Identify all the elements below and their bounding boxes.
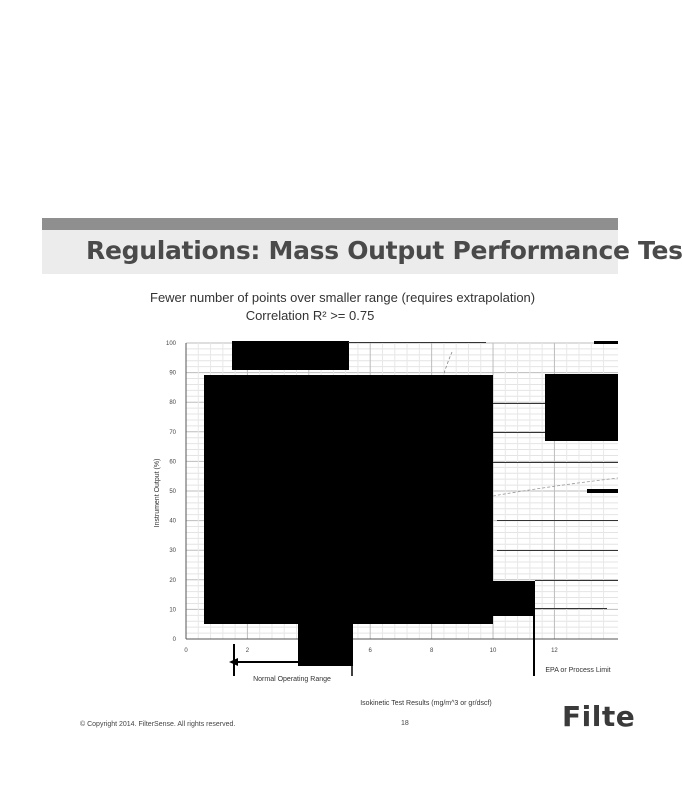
redaction-mark-mid-right [587, 489, 618, 493]
slide-title: Regulations: Mass Output Performance Tes [86, 236, 683, 265]
x-tick-label: 6 [368, 648, 372, 654]
redaction-lower-right [490, 581, 535, 616]
y-tick-label: 20 [169, 577, 176, 584]
leader-line [497, 550, 618, 551]
normal-range-label: Normal Operating Range [253, 676, 331, 683]
redaction-top [232, 341, 349, 370]
leader-line [493, 462, 618, 463]
y-tick-label: 60 [169, 459, 176, 466]
slide-subtitle-line1: Fewer number of points over smaller range (requires extrapolation) [150, 290, 536, 305]
x-tick-label: 10 [489, 648, 497, 654]
leader-line [497, 520, 618, 521]
y-tick-label: 90 [169, 370, 176, 377]
limit-label: EPA or Process Limit [545, 667, 611, 674]
y-tick-label: 40 [169, 518, 176, 525]
fit-curve-segment [493, 478, 618, 496]
x-tick-label: 12 [551, 648, 558, 654]
redaction-bottom [298, 624, 353, 666]
brand-logo-text: Filte [562, 700, 636, 733]
x-axis-label: Isokinetic Test Results (mg/m^3 or gr/dscf) [360, 700, 492, 707]
leader-line [493, 403, 545, 404]
redaction-main [204, 375, 493, 624]
y-tick-label: 30 [169, 548, 176, 555]
y-tick-label: 50 [169, 489, 176, 495]
x-tick-label: 8 [429, 648, 434, 654]
page-number: 18 [401, 720, 409, 727]
leader-line [535, 580, 618, 581]
slide-subtitle-line2: Correlation R² >= 0.75 [245, 308, 375, 323]
x-tick-label: 2 [245, 648, 250, 654]
redaction-right [545, 374, 618, 441]
y-tick-label: 70 [169, 429, 176, 436]
y-tick-label: 100 [165, 341, 176, 347]
leader-line [493, 432, 545, 433]
leader-line [348, 342, 486, 343]
y-tick-label: 10 [169, 607, 176, 614]
y-tick-label: 0 [172, 637, 176, 643]
x-tick-label: 0 [184, 648, 188, 654]
y-axis-label: Instrument Output (%) [154, 458, 161, 528]
y-tick-label: 80 [169, 400, 176, 407]
leader-line [535, 608, 607, 609]
redaction-mark-top-right [594, 341, 618, 344]
copyright-text: © Copyright 2014. FilterSense. All rights reserved. [80, 721, 236, 728]
